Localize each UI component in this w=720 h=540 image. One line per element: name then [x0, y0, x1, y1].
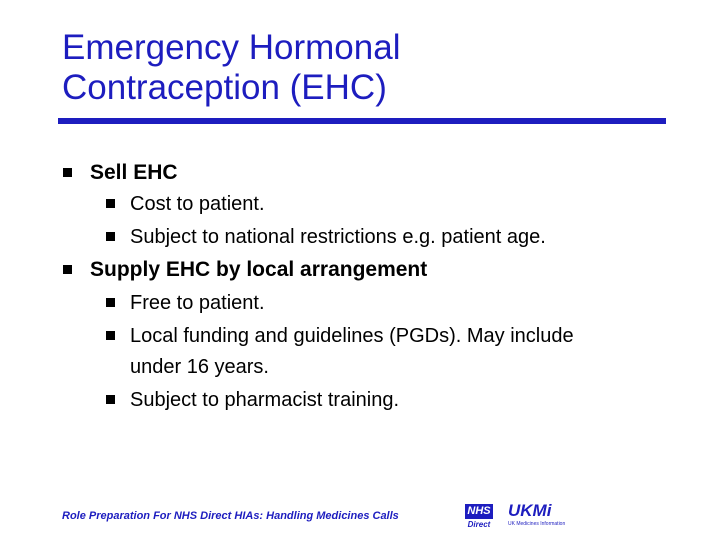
sub-bullet-free: Free to patient.	[130, 292, 265, 314]
ukmi-logo	[508, 501, 566, 532]
ukmi-logo-tagline: UK Medicines Information	[508, 521, 566, 527]
bullet-square-icon	[63, 265, 72, 274]
title-line-2: Contraception (EHC)	[62, 68, 387, 107]
bullet-supply-ehc: Supply EHC by local arrangement	[90, 258, 428, 281]
sub-bullet-square-icon	[106, 298, 115, 307]
sub-bullet-restrictions: Subject to national restrictions e.g. patient age.	[130, 226, 546, 248]
nhs-direct-logo	[465, 504, 493, 532]
nhs-logo-sub: Direct	[467, 520, 491, 529]
sub-bullet-square-icon	[106, 199, 115, 208]
footer-caption: Role Preparation For NHS Direct HIAs: Handling Medicines Calls	[62, 510, 399, 522]
title-underline-rule	[58, 118, 666, 124]
bullet-square-icon	[63, 168, 72, 177]
ukmi-logo-word: UKMi	[508, 501, 552, 520]
sub-bullet-local-funding-cont: under 16 years.	[130, 356, 269, 378]
bullet-sell-ehc: Sell EHC	[90, 161, 178, 184]
sub-bullet-square-icon	[106, 331, 115, 340]
sub-bullet-training: Subject to pharmacist training.	[130, 389, 400, 411]
sub-bullet-local-funding: Local funding and guidelines (PGDs). May include	[130, 325, 574, 347]
slide-title	[62, 28, 682, 108]
nhs-logo-box: NHS	[465, 504, 493, 519]
sub-bullet-square-icon	[106, 232, 115, 241]
sub-bullet-square-icon	[106, 395, 115, 404]
sub-bullet-cost: Cost to patient.	[130, 193, 265, 215]
title-line-1: Emergency Hormonal	[62, 28, 401, 67]
